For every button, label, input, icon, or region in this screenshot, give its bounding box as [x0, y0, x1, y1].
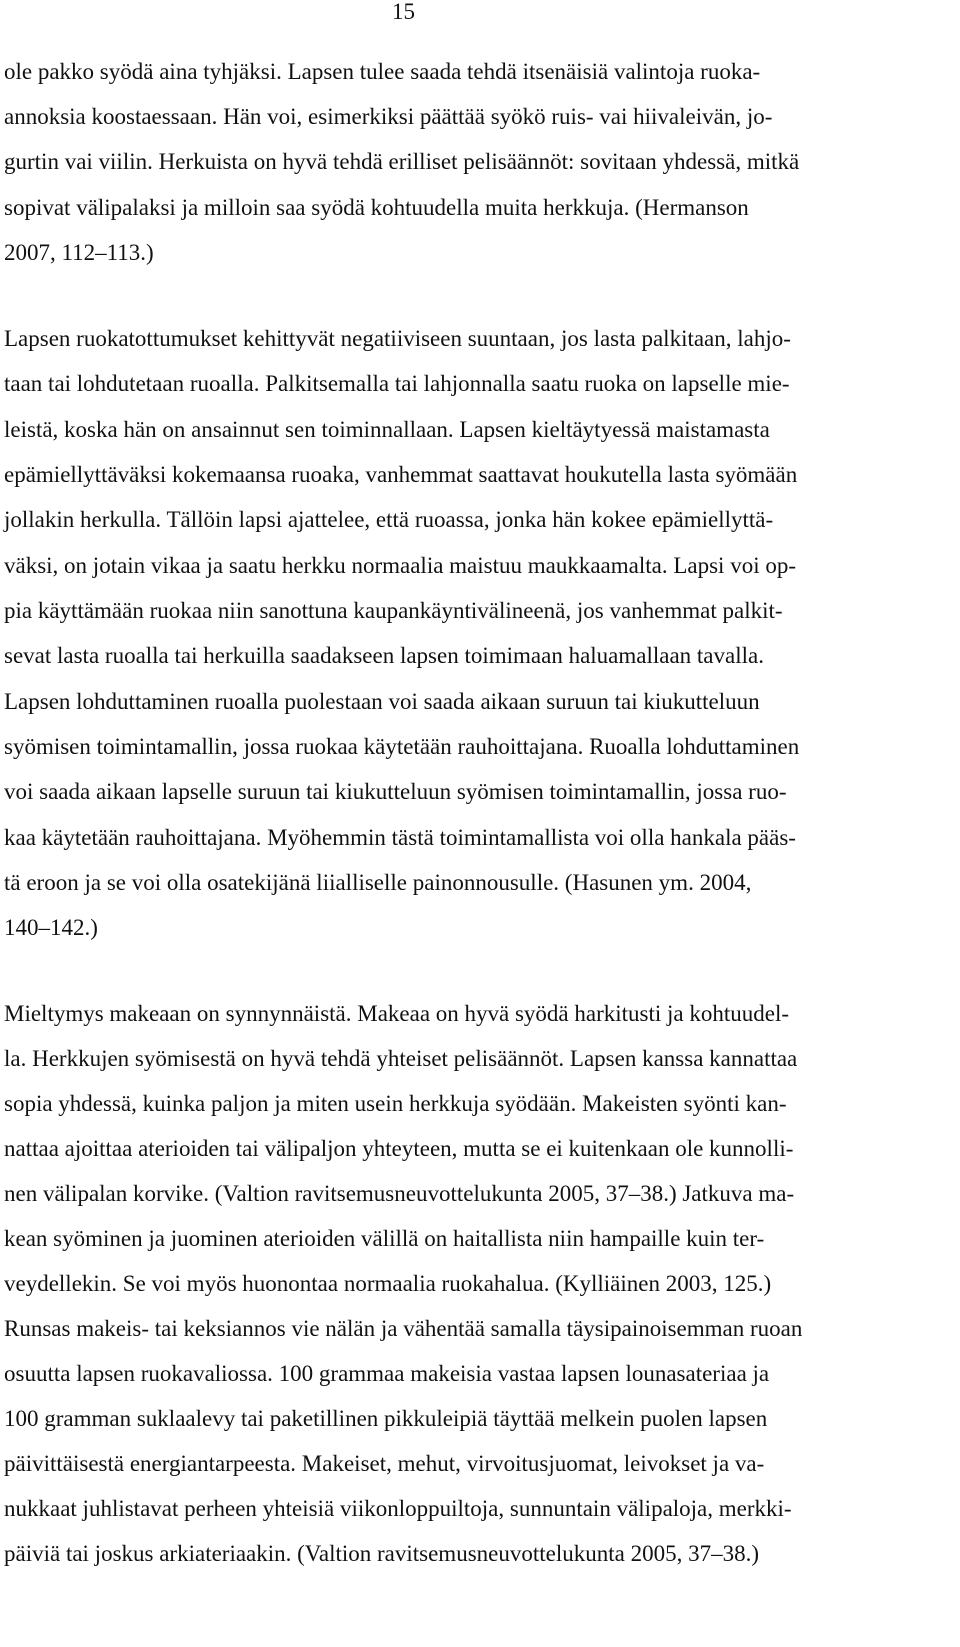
text-line: Lapsen lohduttaminen ruoalla puolestaan voi saada aikaan suruun tai kiukutteluun: [4, 689, 760, 714]
text-line: epämiellyttäväksi kokemaansa ruoaka, vanhemmat saattavat houkutella lasta syömään: [4, 462, 798, 487]
text-line: 100 gramman suklaalevy tai paketillinen pikkuleipiä täyttää melkein puolen lapsen: [4, 1406, 768, 1431]
text-line: taan tai lohdutetaan ruoalla. Palkitsemalla tai lahjonnalla saatu ruoka on lapselle mie-: [4, 371, 790, 396]
text-line: Mieltymys makeaan on synnynnäistä. Makeaa on hyvä syödä harkitusti ja kohtuudel-: [4, 1001, 790, 1026]
text-line: la. Herkkujen syömisestä on hyvä tehdä yhteiset pelisäännöt. Lapsen kanssa kannattaa: [4, 1046, 798, 1071]
text-line: Runsas makeis- tai keksiannos vie nälän ja vähentää samalla täysipainoisemman ruoan: [4, 1316, 803, 1341]
text-line: nen välipalan korvike. (Valtion ravitsemusneuvottelukunta 2005, 37–38.) Jatkuva ma-: [4, 1181, 795, 1206]
text-line: 140–142.): [4, 915, 98, 940]
text-line: veydellekin. Se voi myös huonontaa normaalia ruokahalua. (Kylliäinen 2003, 125.): [4, 1271, 772, 1296]
text-line: ole pakko syödä aina tyhjäksi. Lapsen tulee saada tehdä itsenäisiä valintoja ruoka-: [4, 59, 761, 84]
text-line: sopia yhdessä, kuinka paljon ja miten usein herkkuja syödään. Makeisten syönti kan-: [4, 1091, 787, 1116]
text-line: pia käyttämään ruokaa niin sanottuna kaupankäyntivälineenä, jos vanhemmat palkit-: [4, 598, 783, 623]
text-line: syömisen toimintamallin, jossa ruokaa käytetään rauhoittajana. Ruoalla lohduttaminen: [4, 734, 800, 759]
text-line: sopivat välipalaksi ja milloin saa syödä kohtuudella muita herkkuja. (Hermanson: [4, 195, 749, 220]
text-line: nukkaat juhlistavat perheen yhteisiä viikonloppuiltoja, sunnuntain välipaloja, merkki-: [4, 1496, 792, 1521]
text-line: annoksia koostaessaan. Hän voi, esimerkiksi päättää syökö ruis- vai hiivaleivän, jo-: [4, 104, 773, 129]
text-line: väksi, on jotain vikaa ja saatu herkku normaalia maistuu maukkaamalta. Lapsi voi op-: [4, 553, 796, 578]
text-line: osuutta lapsen ruokavaliossa. 100 grammaa makeisia vastaa lapsen lounasateriaa ja: [4, 1361, 770, 1386]
text-line: leistä, koska hän on ansainnut sen toiminnallaan. Lapsen kieltäytyessä maistamasta: [4, 417, 770, 442]
text-line: jollakin herkulla. Tällöin lapsi ajattelee, että ruoassa, jonka hän kokee epämiellyttä-: [4, 507, 774, 532]
text-line: kean syöminen ja juominen aterioiden välillä on haitallista niin hampaille kuin ter-: [4, 1226, 765, 1251]
text-line: 2007, 112–113.): [4, 240, 154, 265]
text-line: Lapsen ruokatottumukset kehittyvät negatiiviseen suuntaan, jos lasta palkitaan, lahjo-: [4, 326, 791, 351]
text-line: päiviä tai joskus arkiateriaakin. (Valtion ravitsemusneuvottelukunta 2005, 37–38.): [4, 1541, 759, 1566]
page-number: 15: [392, 0, 415, 24]
text-line: päivittäisestä energiantarpeesta. Makeiset, mehut, virvoitusjuomat, leivokset ja va-: [4, 1451, 765, 1476]
text-line: kaa käytetään rauhoittajana. Myöhemmin tästä toimintamallista voi olla hankala pääs-: [4, 825, 796, 850]
text-line: nattaa ajoittaa aterioiden tai välipaljon yhteyteen, mutta se ei kuitenkaan ole kunnolli-: [4, 1136, 794, 1161]
text-line: sevat lasta ruoalla tai herkuilla saadakseen lapsen toimimaan haluamallaan tavalla.: [4, 643, 764, 668]
text-line: gurtin vai viilin. Herkuista on hyvä tehdä erilliset pelisäännöt: sovitaan yhdessä, mitkä: [4, 149, 800, 174]
text-line: voi saada aikaan lapselle suruun tai kiukutteluun syömisen toimintamallin, jossa ruo-: [4, 779, 787, 804]
text-line: tä eroon ja se voi olla osatekijänä liialliselle painonnousulle. (Hasunen ym. 2004,: [4, 870, 752, 895]
